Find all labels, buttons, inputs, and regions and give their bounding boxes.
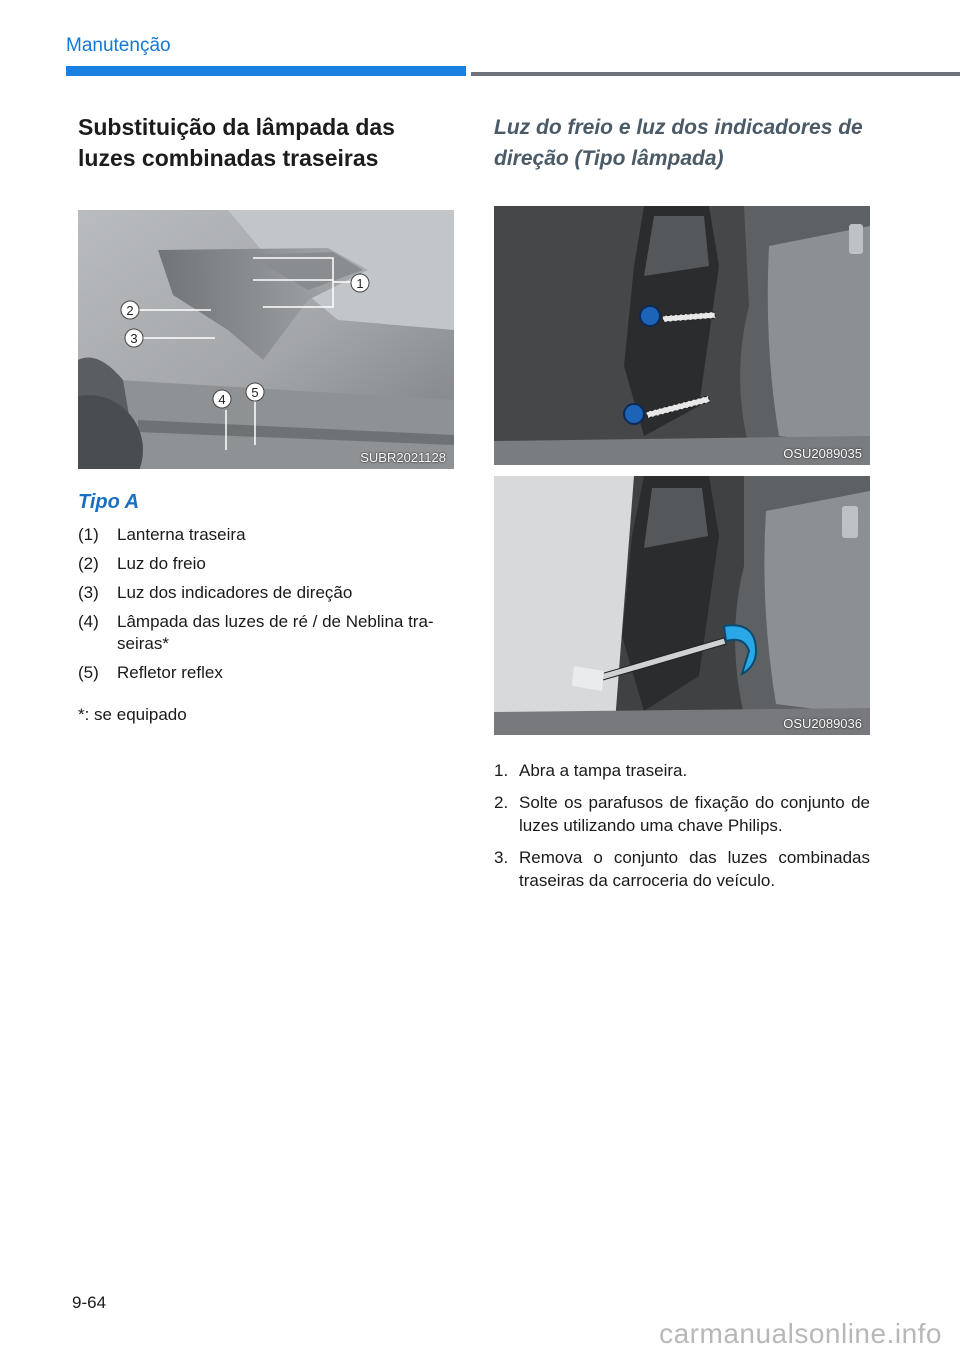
legend-number: (2) xyxy=(78,554,99,573)
legend-item xyxy=(78,611,454,655)
legend-text: Luz dos indicadores de direção xyxy=(117,583,353,602)
section-subheading: Luz do freio e luz dos indicadores de direção (Tipo lâmpada) xyxy=(494,116,863,170)
legend-number: (4) xyxy=(78,612,99,631)
step-number: 2. xyxy=(494,793,509,812)
section-heading: Substituição da lâmpada das luzes combinadas traseiras xyxy=(78,114,395,171)
trunk-bolts-illustration xyxy=(494,206,870,465)
legend-number: (3) xyxy=(78,583,99,602)
remove-lamp-illustration xyxy=(494,476,870,735)
callout-3-label: 3 xyxy=(130,331,138,346)
step-text: Solte os parafusos de fixação do conjunto de luzes utilizando uma chave Philips. xyxy=(519,793,870,835)
step-number: 1. xyxy=(494,761,509,780)
step-number: 3. xyxy=(494,848,509,867)
legend-text: Lâmpada das luzes de ré / de Neblina tra-seiras* xyxy=(117,612,434,653)
callout-1-label: 1 xyxy=(356,276,364,291)
figure-code: OSU2089035 xyxy=(783,446,862,461)
section-title: Manutenção xyxy=(66,35,171,56)
step-item xyxy=(494,791,870,837)
legend-number: (5) xyxy=(78,663,99,682)
figure-code: SUBR2021128 xyxy=(360,450,446,465)
steps-list xyxy=(494,759,870,892)
page-number: 9-64 xyxy=(72,1293,107,1312)
step-item xyxy=(494,759,870,782)
figure-code: OSU2089036 xyxy=(783,716,862,731)
type-title: Tipo A xyxy=(78,491,140,513)
legend-item xyxy=(78,524,454,546)
callout-3 xyxy=(125,329,143,347)
trunk-bolts-figure xyxy=(494,206,870,465)
legend-text: Lanterna traseira xyxy=(117,525,246,544)
left-column xyxy=(78,112,454,726)
legend-item xyxy=(78,582,454,604)
callout-2-label: 2 xyxy=(126,303,134,318)
right-column xyxy=(494,112,870,901)
legend-text: Luz do freio xyxy=(117,554,206,573)
legend-number: (1) xyxy=(78,525,99,544)
step-text: Abra a tampa traseira. xyxy=(519,761,688,780)
callout-5-label: 5 xyxy=(251,385,259,400)
legend-list xyxy=(78,524,454,684)
callout-2 xyxy=(121,301,139,319)
footnote: *: se equipado xyxy=(78,705,187,724)
step-item xyxy=(494,846,870,892)
callout-4 xyxy=(213,390,231,408)
legend-item xyxy=(78,553,454,575)
watermark: carmanualsonline.info xyxy=(659,1318,942,1349)
legend-item xyxy=(78,662,454,684)
legend-text: Refletor reflex xyxy=(117,663,223,682)
callout-1 xyxy=(351,274,369,292)
step-text: Remova o conjunto das luzes combinadas traseiras da carroceria do veículo. xyxy=(519,848,870,890)
remove-lamp-figure xyxy=(494,476,870,735)
rear-light-illustration xyxy=(78,210,454,469)
header-rule xyxy=(471,72,960,76)
callout-5 xyxy=(246,383,264,401)
header-accent-bar xyxy=(66,66,466,76)
callout-4-label: 4 xyxy=(218,392,226,407)
rear-light-figure xyxy=(78,210,454,469)
